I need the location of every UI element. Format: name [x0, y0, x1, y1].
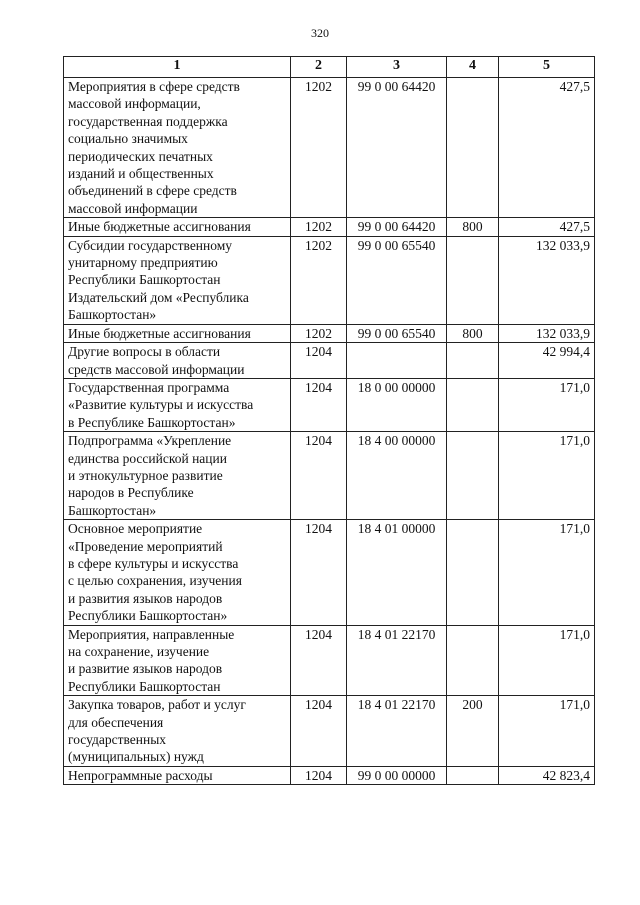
amount-cell: 171,0: [499, 432, 595, 520]
expense-name-line: народов в Республике: [68, 485, 194, 501]
section-code-cell: 1202: [291, 324, 347, 342]
expense-name-cell: [64, 218, 291, 236]
target-code-cell: 18 0 00 00000: [347, 378, 447, 431]
expense-type-cell: [447, 378, 499, 431]
expense-name-cell: [64, 766, 291, 784]
table-row: [64, 696, 595, 767]
expense-name-line: Иные бюджетные ассигнования: [68, 219, 251, 235]
section-code-cell: 1204: [291, 343, 347, 379]
expense-name-line: Закупка товаров, работ и услуг: [68, 697, 246, 713]
amount-cell: 132 033,9: [499, 236, 595, 324]
table-row: [64, 520, 595, 625]
table-row: [64, 378, 595, 431]
expense-name-line: массовой информации: [68, 200, 198, 216]
amount-cell: 427,5: [499, 78, 595, 218]
expense-name-cell: [64, 696, 291, 767]
amount-cell: 171,0: [499, 378, 595, 431]
table-row: [64, 432, 595, 520]
column-header-1: 1: [64, 57, 291, 78]
expense-name-line: Республики Башкортостан: [68, 678, 221, 694]
section-code-cell: 1202: [291, 218, 347, 236]
table-row: [64, 766, 595, 784]
expense-name-line: для обеспечения: [68, 714, 164, 730]
expense-type-cell: [447, 625, 499, 696]
expense-name-line: Иные бюджетные ассигнования: [68, 325, 251, 341]
page-number: 320: [311, 26, 329, 40]
expense-type-cell: [447, 78, 499, 218]
expense-name-line: Мероприятия, направленные: [68, 626, 235, 642]
header-row: [64, 57, 595, 78]
column-header-5: 5: [499, 57, 595, 78]
table-row: [64, 324, 595, 342]
expense-type-cell: [447, 343, 499, 379]
expense-name-line: Подпрограмма «Укрепление: [68, 433, 232, 449]
expense-name-line: на сохранение, изучение: [68, 644, 210, 659]
expense-name-line: Башкортостан»: [68, 502, 157, 518]
expense-name-line: Основное мероприятие: [68, 521, 203, 537]
expense-name-cell: [64, 236, 291, 324]
amount-cell: 171,0: [499, 625, 595, 696]
section-code-cell: 1204: [291, 520, 347, 625]
target-code-cell: [347, 343, 447, 379]
expense-type-cell: [447, 766, 499, 784]
expense-name-line: средств массовой информации: [68, 361, 245, 377]
amount-cell: 171,0: [499, 520, 595, 625]
target-code-cell: 99 0 00 64420: [347, 78, 447, 218]
expense-type-cell: [447, 236, 499, 324]
target-code-cell: 99 0 00 65540: [347, 324, 447, 342]
budget-table: [63, 56, 595, 785]
table-row: [64, 236, 595, 324]
expense-name-line: периодических печатных: [68, 148, 213, 164]
column-header-4: 4: [447, 57, 499, 78]
expense-name-line: (муниципальных) нужд: [68, 749, 204, 765]
amount-cell: 42 994,4: [499, 343, 595, 379]
expense-name-cell: [64, 432, 291, 520]
table-row: [64, 343, 595, 379]
expense-name-cell: [64, 378, 291, 431]
column-header-3: 3: [347, 57, 447, 78]
amount-cell: 132 033,9: [499, 324, 595, 342]
expense-name-cell: [64, 520, 291, 625]
expense-name-line: в сфере культуры и искусства: [68, 555, 239, 571]
section-code-cell: 1204: [291, 766, 347, 784]
expense-name-line: социально значимых: [68, 131, 188, 147]
expense-type-cell: [447, 520, 499, 625]
expense-name-line: Субсидии государственному: [68, 237, 233, 253]
table-row: [64, 218, 595, 236]
expense-name-line: Непрограммные расходы: [68, 767, 213, 783]
expense-name-line: Мероприятия в сфере средств: [68, 79, 240, 94]
expense-type-cell: 800: [447, 324, 499, 342]
target-code-cell: 18 4 01 22170: [347, 625, 447, 696]
expense-name-line: государственных: [68, 732, 167, 748]
amount-cell: 427,5: [499, 218, 595, 236]
section-code-cell: 1202: [291, 236, 347, 324]
expense-name-line: и развития языков народов: [68, 590, 223, 606]
expense-name-line: «Проведение мероприятий: [68, 538, 223, 554]
amount-cell: 171,0: [499, 696, 595, 767]
expense-name-line: Башкортостан»: [68, 307, 157, 323]
expense-name-line: государственная поддержка: [68, 113, 228, 129]
amount-cell: 42 823,4: [499, 766, 595, 784]
expense-name-line: унитарному предприятию: [68, 255, 218, 271]
expense-name-line: в Республике Башкортостан»: [68, 414, 236, 430]
expense-name-line: и этнокультурное развитие: [68, 467, 223, 483]
target-code-cell: 99 0 00 65540: [347, 236, 447, 324]
expense-name-line: Другие вопросы в области: [68, 344, 221, 360]
section-code-cell: 1204: [291, 696, 347, 767]
target-code-cell: 99 0 00 64420: [347, 218, 447, 236]
section-code-cell: 1204: [291, 625, 347, 696]
table-body: [64, 78, 595, 785]
expense-name-line: изданий и общественных: [68, 166, 214, 182]
target-code-cell: 18 4 00 00000: [347, 432, 447, 520]
expense-name-line: и развитие языков народов: [68, 661, 223, 677]
section-code-cell: 1204: [291, 378, 347, 431]
expense-name-line: Государственная программа: [68, 379, 230, 395]
expense-name-cell: [64, 343, 291, 379]
expense-name-line: Республики Башкортостан»: [68, 608, 228, 624]
target-code-cell: 99 0 00 00000: [347, 766, 447, 784]
expense-type-cell: 200: [447, 696, 499, 767]
target-code-cell: 18 4 01 00000: [347, 520, 447, 625]
target-code-cell: 18 4 01 22170: [347, 696, 447, 767]
expense-name-cell: [64, 625, 291, 696]
expense-name-line: «Развитие культуры и искусства: [68, 397, 254, 413]
expense-name-cell: [64, 78, 291, 218]
expense-name-cell: [64, 324, 291, 342]
expense-name-line: объединений в сфере средств: [68, 183, 237, 199]
expense-name-line: Республики Башкортостан: [68, 272, 221, 288]
table-row: [64, 625, 595, 696]
section-code-cell: 1202: [291, 78, 347, 218]
expense-name-line: массовой информации,: [68, 96, 201, 112]
expense-name-line: единства российской нации: [68, 450, 227, 466]
column-header-2: 2: [291, 57, 347, 78]
expense-type-cell: 800: [447, 218, 499, 236]
expense-name-line: с целью сохранения, изучения: [68, 573, 242, 589]
expense-name-line: Издательский дом «Республика: [68, 289, 249, 305]
expense-type-cell: [447, 432, 499, 520]
section-code-cell: 1204: [291, 432, 347, 520]
table-row: [64, 78, 595, 218]
